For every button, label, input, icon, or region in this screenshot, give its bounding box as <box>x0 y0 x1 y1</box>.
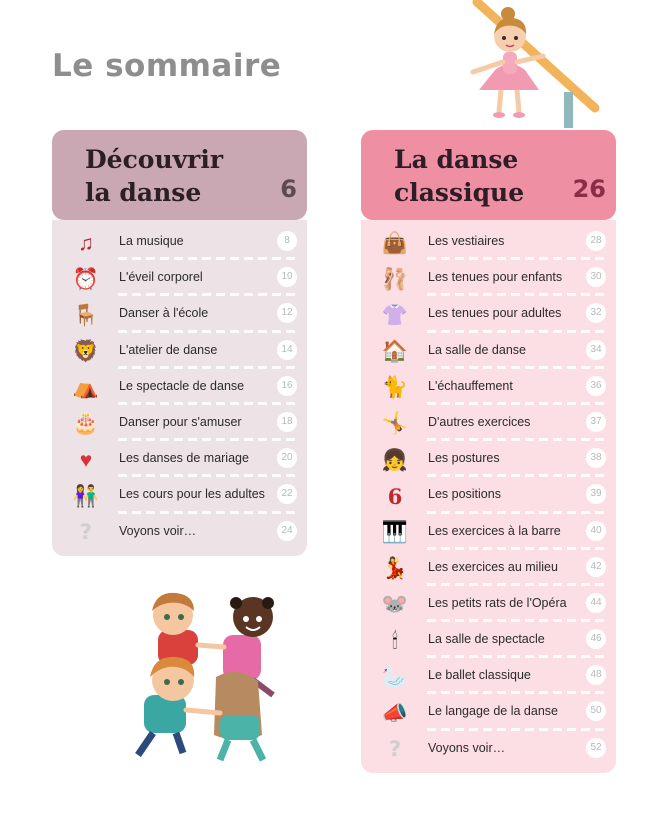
chandelier-icon: 🕯 <box>392 629 398 653</box>
toc-item-page-number: 44 <box>586 593 606 613</box>
toc-item[interactable] <box>52 333 307 369</box>
toc-item-label: La salle de spectacle <box>428 632 545 647</box>
toc-item-page-number: 36 <box>586 376 606 396</box>
toc-item-page-number: 20 <box>277 448 297 468</box>
girl-face-icon: 👧 <box>381 448 409 472</box>
toc-item-page-number: 46 <box>586 629 606 649</box>
toc-item-label: Les exercices au milieu <box>428 559 558 574</box>
toc-item[interactable] <box>52 296 307 332</box>
toc-item[interactable] <box>361 441 616 477</box>
toc-item[interactable] <box>361 514 616 550</box>
section-page-number: 6 <box>280 175 297 203</box>
toc-item-page-number: 30 <box>586 267 606 287</box>
section-header[interactable] <box>52 130 307 220</box>
toc-item-label: La musique <box>119 234 184 248</box>
toc-item-label: L'éveil corporel <box>119 270 203 285</box>
toc-item-page-number: 22 <box>277 484 297 504</box>
toc-item-label: Les exercices à la barre <box>428 523 561 538</box>
toc-item-label: Danser pour s'amuser <box>119 414 242 429</box>
toc-item-label: Les postures <box>428 451 500 466</box>
toc-item[interactable] <box>361 296 616 332</box>
toc-item-page-number: 48 <box>586 665 606 685</box>
toc-item-label: Les cours pour les adultes <box>119 487 265 502</box>
toc-item-page-number: 38 <box>586 448 606 468</box>
heart-icon: ♥ <box>79 448 93 472</box>
question-mark-icon: ? <box>79 520 93 544</box>
toc-item[interactable] <box>361 224 616 260</box>
toc-item-page-number: 18 <box>277 412 297 432</box>
toc-item-label: L'atelier de danse <box>119 342 218 357</box>
toc-item-label: La salle de danse <box>428 342 526 357</box>
toc-item-page-number: 8 <box>277 231 297 251</box>
toc-item-label: Les tenues pour adultes <box>428 306 562 321</box>
ballerina-icon: 🩰 <box>381 267 409 291</box>
toc-item-label: L'échauffement <box>428 378 513 393</box>
toc-item-page-number: 28 <box>586 231 606 251</box>
music-note-icon: ♫ <box>78 231 94 255</box>
lion-icon: 🦁 <box>72 340 100 364</box>
toc-item[interactable] <box>361 260 616 296</box>
toc-item-label: Les petits rats de l'Opéra <box>428 595 567 610</box>
toc-item-label: Les vestiaires <box>428 234 505 248</box>
toc-item[interactable] <box>361 369 616 405</box>
toc-item-page-number: 16 <box>277 376 297 396</box>
toc-item[interactable] <box>52 260 307 296</box>
toc-item[interactable] <box>361 550 616 586</box>
toc-item-label: Les danses de mariage <box>119 451 249 466</box>
toc-item[interactable] <box>52 514 307 550</box>
leotard-icon: 👚 <box>381 303 409 327</box>
toc-item[interactable] <box>52 224 307 260</box>
toc-list <box>361 220 616 773</box>
toc-item-page-number: 32 <box>586 303 606 323</box>
toc-item-page-number: 50 <box>586 701 606 721</box>
toc-item[interactable] <box>361 694 616 730</box>
toc-item[interactable] <box>361 658 616 694</box>
toc-item-page-number: 37 <box>586 412 606 432</box>
toc-item-label: Le spectacle de danse <box>119 378 245 393</box>
toc-item-page-number: 12 <box>277 303 297 323</box>
jumping-dancer-icon: 🤸 <box>381 412 409 436</box>
toc-item[interactable] <box>52 477 307 513</box>
toc-item[interactable] <box>52 405 307 441</box>
toc-item-label: D'autres exercices <box>428 414 531 429</box>
toc-list <box>52 220 307 556</box>
number-six-icon: 6 <box>387 483 403 509</box>
section-decouvrir-la-danse <box>52 130 307 556</box>
alarm-clock-icon: ⏰ <box>72 267 100 291</box>
section-title: La danse classique <box>394 145 525 207</box>
toc-item-page-number: 14 <box>277 340 297 360</box>
toc-item[interactable] <box>361 477 616 513</box>
question-mark-icon: ? <box>388 737 402 762</box>
mouse-icon: 🐭 <box>381 593 409 617</box>
section-title: Découvrir la danse <box>85 145 224 207</box>
stool-icon: 🪑 <box>72 303 100 327</box>
section-header[interactable] <box>361 130 616 220</box>
toc-item-page-number: 39 <box>586 484 606 504</box>
toc-item-page-number: 42 <box>586 557 606 577</box>
toc-item-page-number: 52 <box>586 738 606 758</box>
toc-item-label: Les positions <box>428 487 501 502</box>
arabesque-dancer-icon: 💃 <box>381 557 409 581</box>
toc-item-label: Le langage de la danse <box>428 704 558 719</box>
toc-item[interactable] <box>361 731 616 767</box>
toc-item-page-number: 34 <box>586 340 606 360</box>
toc-item[interactable] <box>361 586 616 622</box>
toc-item-label: Les tenues pour enfants <box>428 270 563 285</box>
toc-item[interactable] <box>52 441 307 477</box>
children-dancing-illustration <box>128 585 298 765</box>
house-icon: 🏠 <box>381 340 409 364</box>
megaphone-icon: 📣 <box>381 701 409 725</box>
page-title: Le sommaire <box>52 48 282 84</box>
toc-item-label: Le ballet classique <box>428 668 531 683</box>
swan-icon: 🦢 <box>381 665 409 689</box>
dancing-couple-icon: 👫 <box>72 484 100 508</box>
piano-icon: 🎹 <box>381 521 409 544</box>
toc-item-label: Voyons voir… <box>428 740 506 755</box>
toc-item[interactable] <box>361 333 616 369</box>
section-page-number: 26 <box>572 175 606 203</box>
toc-item-label: Voyons voir… <box>119 523 197 538</box>
tent-cactus-icon: ⛺ <box>72 376 100 400</box>
toc-item-label: Danser à l'école <box>119 306 209 321</box>
toc-item-page-number: 24 <box>277 521 297 541</box>
cat-icon: 🐈 <box>381 376 409 400</box>
toc-item[interactable] <box>361 622 616 658</box>
cake-icon: 🎂 <box>72 412 100 436</box>
ballerina-illustration <box>455 0 605 130</box>
bag-icon: 👜 <box>381 231 409 255</box>
toc-item-page-number: 10 <box>277 267 297 287</box>
section-la-danse-classique <box>361 130 616 773</box>
toc-item[interactable] <box>361 405 616 441</box>
toc-item-page-number: 40 <box>586 521 606 541</box>
toc-item[interactable] <box>52 369 307 405</box>
